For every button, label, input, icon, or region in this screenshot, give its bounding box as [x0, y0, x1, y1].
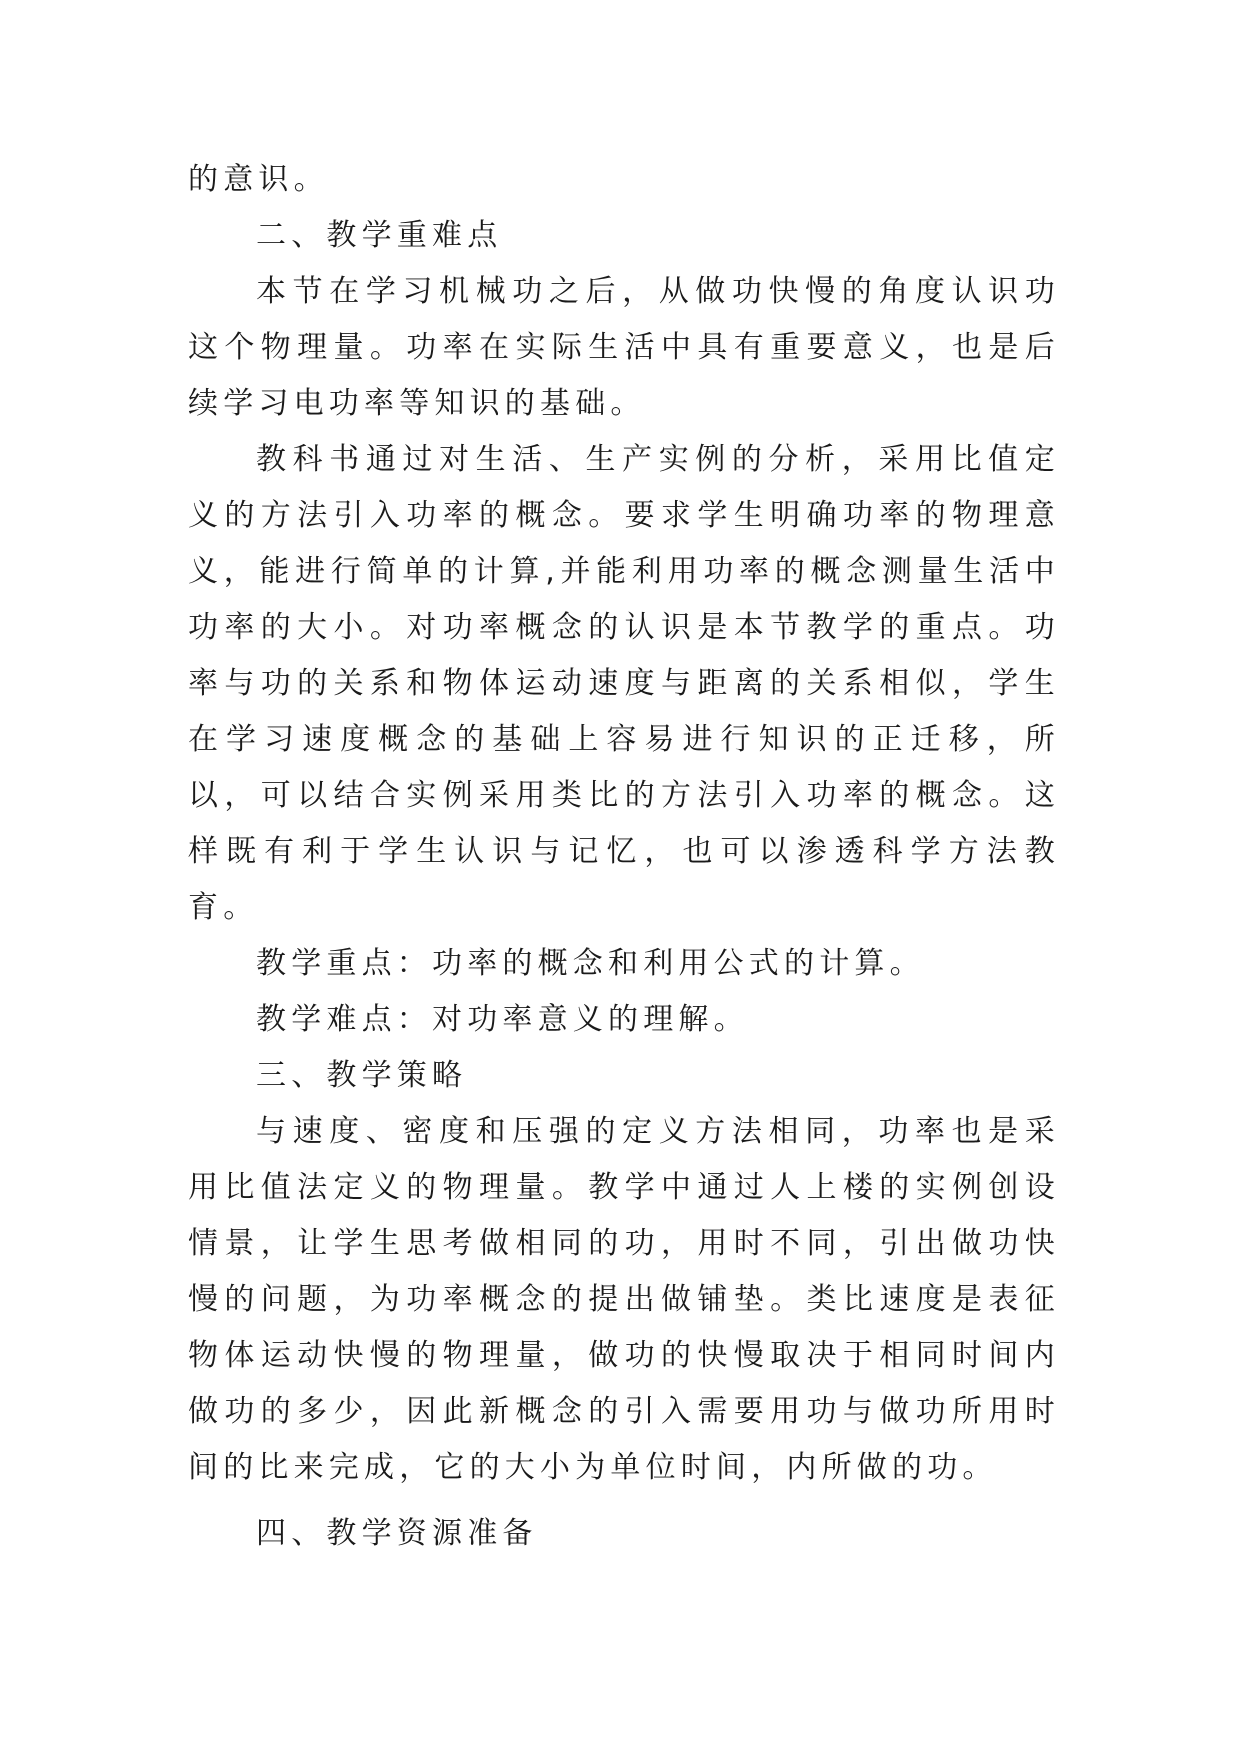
paragraph-difficult-point: 教学难点：对功率意义的理解。: [256, 1002, 749, 1037]
section-heading-key-difficult-points: 二、教学重难点: [256, 218, 503, 253]
paragraph-key-point: 教学重点：功率的概念和利用公式的计算。: [256, 946, 925, 981]
section-heading-teaching-strategy: 三、教学策略: [256, 1058, 468, 1093]
document-page: [188, 152, 1060, 1562]
paragraph-intro: 本节在学习机械功之后，从做功快慢的角度认识功这个物理量。功率在实际生活中具有重要意义，也是后续学习电功率等知识的基础。: [188, 274, 1060, 421]
paragraph-continuation: 的意识。: [188, 162, 329, 197]
section-heading-resources: 四、教学资源准备: [256, 1516, 538, 1551]
paragraph-strategy: 与速度、密度和压强的定义方法相同，功率也是采用比值法定义的物理量。教学中通过人上楼的实例创设情景，让学生思考做相同的功，用时不同，引出做功快慢的问题，为功率概念的提出做铺垫。类比速度是表征物体运动快慢的物理量，做功的快慢取决于相同时间内做功的多少，因此新概念的引入需要用功与做功所用时间的比来完成，它的大小为单位时间，内所做的功。: [188, 1114, 1060, 1485]
paragraph-textbook-analysis: 教科书通过对生活、生产实例的分析，采用比值定义的方法引入功率的概念。要求学生明确功率的物理意义，能进行简单的计算,并能利用功率的概念测量生活中功率的大小。对功率概念的认识是本节教学的重点。功率与功的关系和物体运动速度与距离的关系相似，学生在学习速度概念的基础上容易进行知识的正迁移，所以，可以结合实例采用类比的方法引入功率的概念。这样既有利于学生认识与记忆，也可以渗透科学方法教育。: [188, 442, 1060, 925]
